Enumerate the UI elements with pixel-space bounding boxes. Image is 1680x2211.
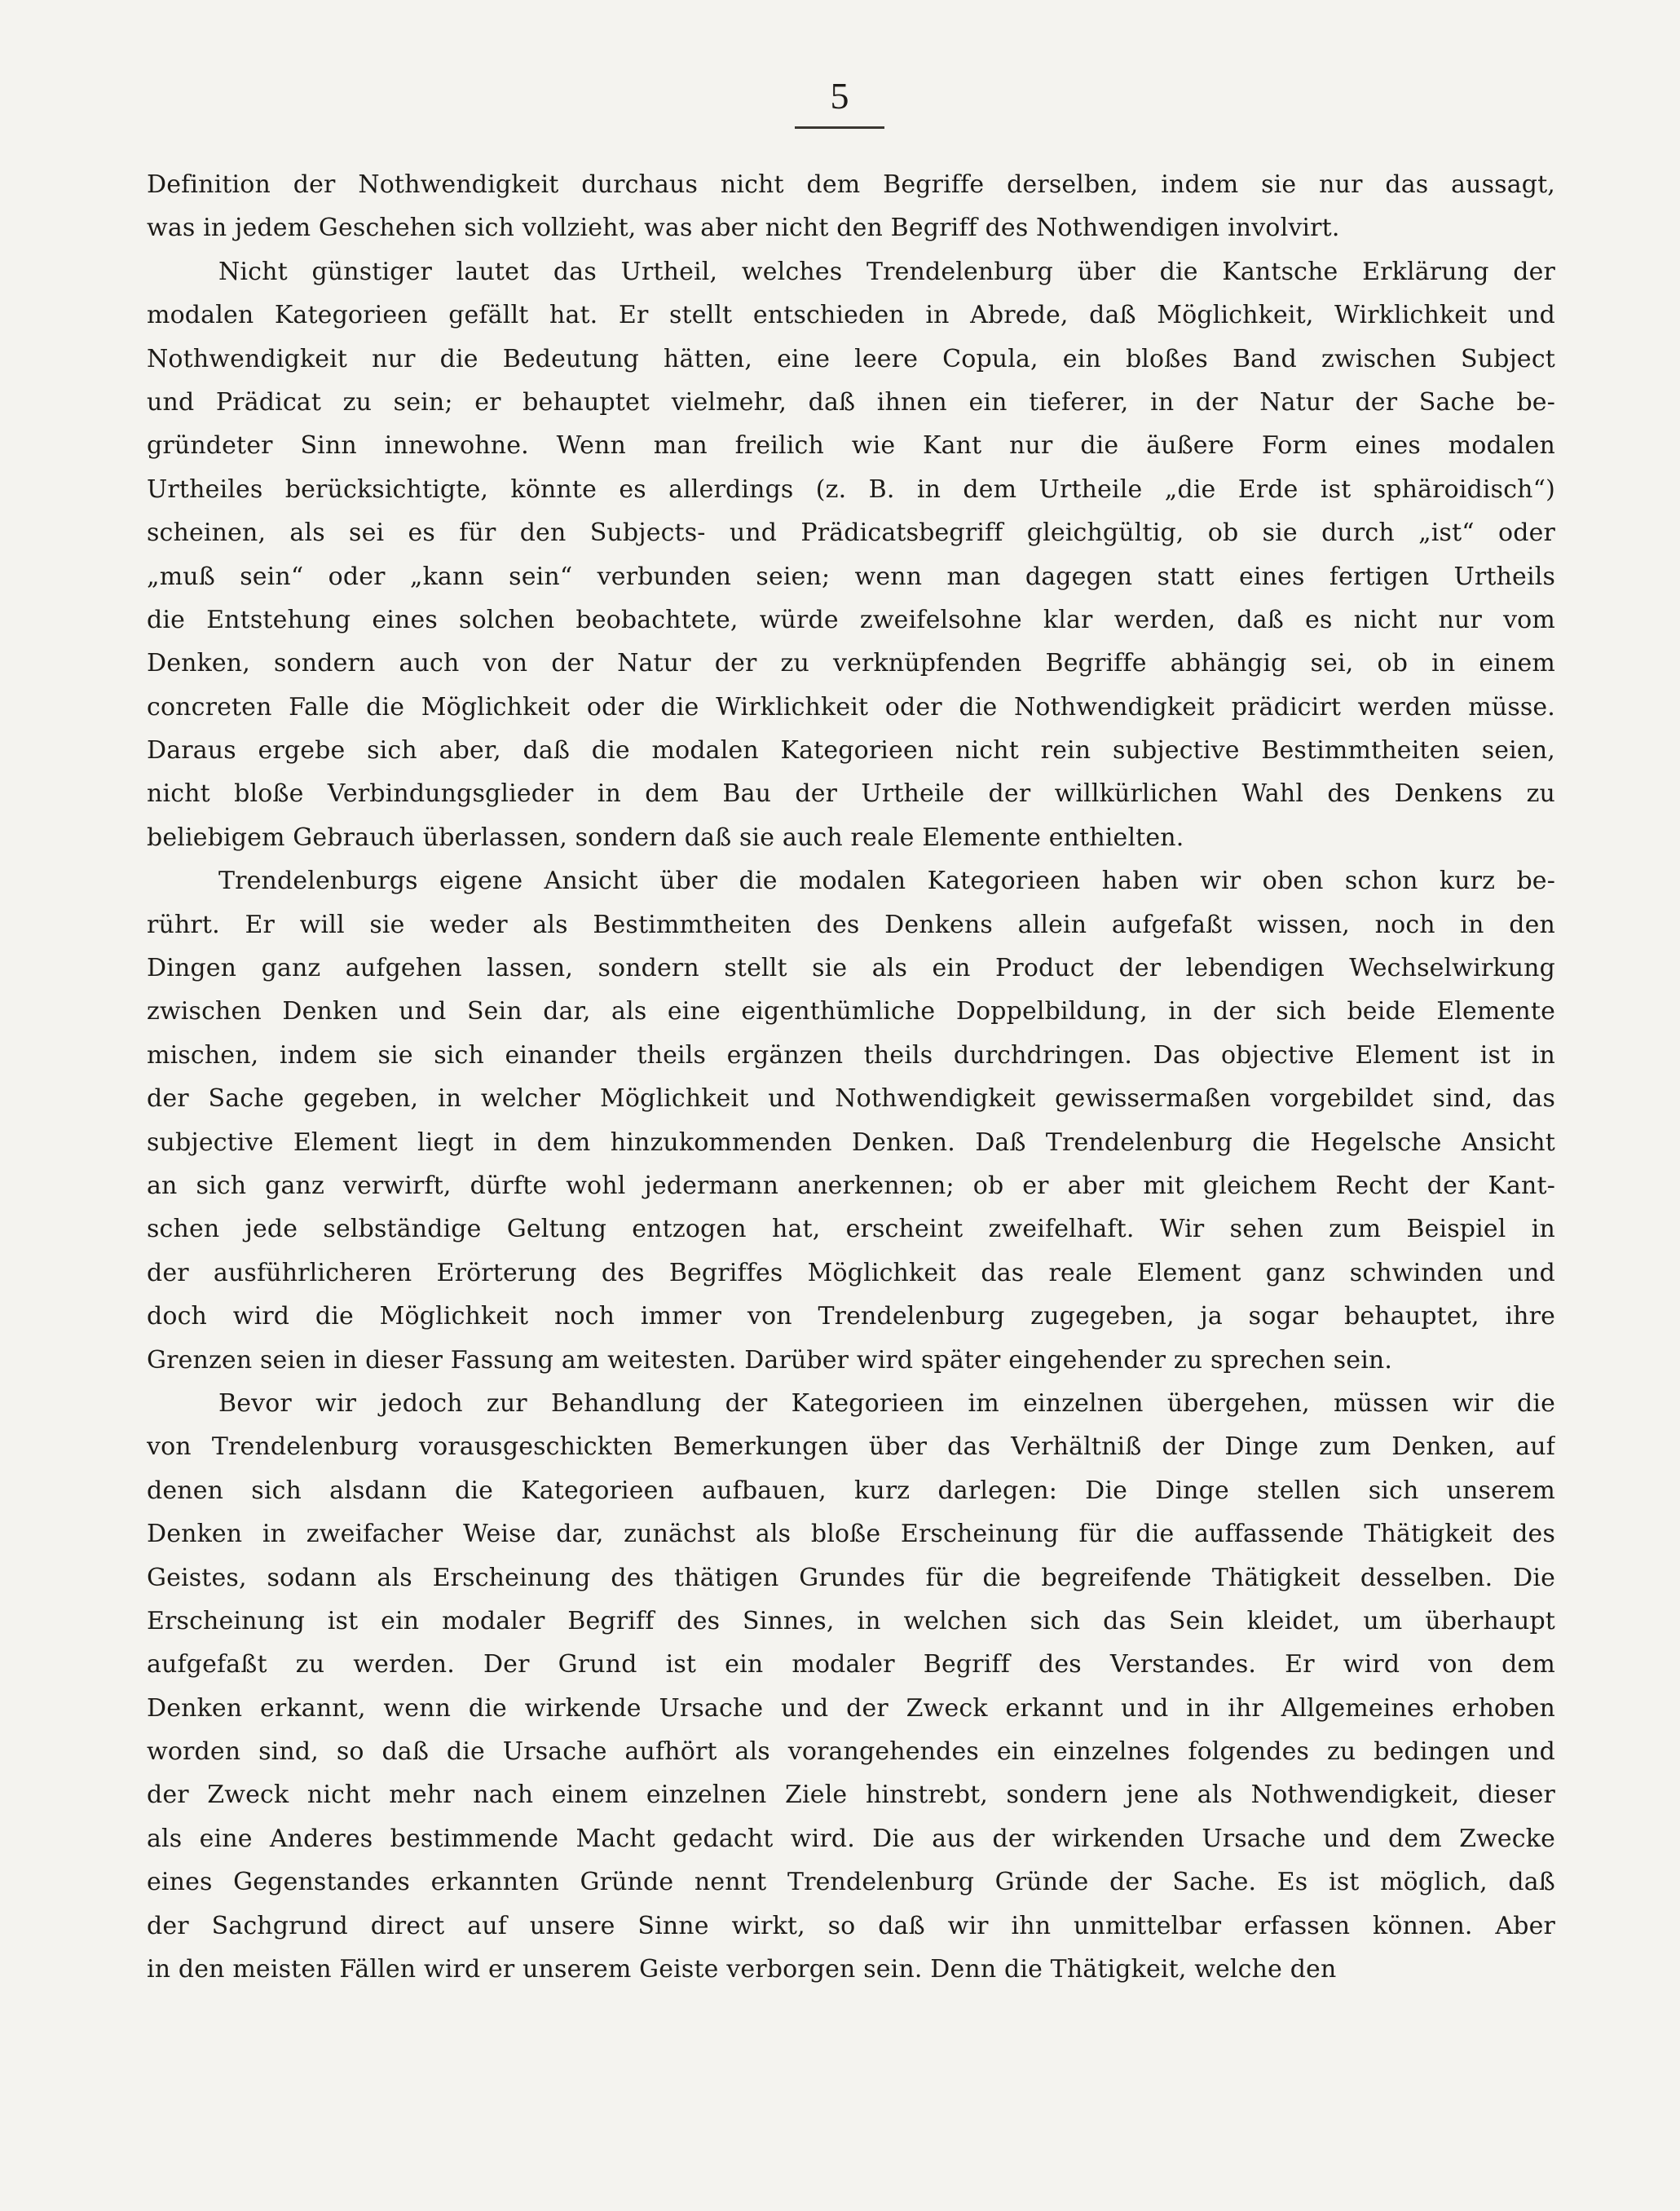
text-line: der ausführlicheren Erörterung des Begriffes Möglichkeit das reale Element ganz schwinden und bbox=[147, 1258, 1555, 1287]
text-line: an sich ganz verwirft, dürfte wohl jedermann anerkennen; ob er aber mit gleichem Recht der Kant- bbox=[147, 1171, 1555, 1200]
text-line: aufgefaßt zu werden. Der Grund ist ein modaler Begriff des Verstandes. Er wird von dem bbox=[147, 1650, 1555, 1679]
text-line: rührt. Er will sie weder als Bestimmtheiten des Denkens allein aufgefaßt wissen, noch in den bbox=[147, 910, 1555, 939]
body-text bbox=[147, 163, 1555, 1991]
paragraph bbox=[147, 163, 1555, 250]
text-line: Denken erkannt, wenn die wirkende Ursache und der Zweck erkannt und in ihr Allgemeines erhoben bbox=[147, 1693, 1555, 1723]
text-line: Dingen ganz aufgehen lassen, sondern stellt sie als ein Product der lebendigen Wechselwirkung bbox=[147, 954, 1555, 983]
text-line: der Sachgrund direct auf unsere Sinne wirkt, so daß wir ihn unmittelbar erfassen können. Aber bbox=[147, 1911, 1555, 1940]
text-line: zwischen Denken und Sein dar, als eine eigenthümliche Doppelbildung, in der sich beide Elemente bbox=[147, 997, 1555, 1026]
text-line: Erscheinung ist ein modaler Begriff des Sinnes, in welchen sich das Sein kleidet, um überhaupt bbox=[147, 1606, 1555, 1635]
text-line: als eine Anderes bestimmende Macht gedacht wird. Die aus der wirkenden Ursache und dem Zwecke bbox=[147, 1824, 1555, 1853]
text-line: denen sich alsdann die Kategorieen aufbauen, kurz darlegen: Die Dinge stellen sich unserem bbox=[147, 1476, 1555, 1505]
paragraph bbox=[147, 250, 1555, 859]
text-line: „muß sein“ oder „kann sein“ verbunden seien; wenn man dagegen statt eines fertigen Urtheils bbox=[147, 562, 1555, 591]
text-line: in den meisten Fällen wird er unserem Geiste verborgen sein. Denn die Thätigkeit, welche den bbox=[147, 1955, 1337, 1984]
text-line: gründeter Sinn innewohne. Wenn man freilich wie Kant nur die äußere Form eines modalen bbox=[147, 431, 1555, 461]
text-line: subjective Element liegt in dem hinzukommenden Denken. Daß Trendelenburg die Hegelsche Ansicht bbox=[147, 1128, 1555, 1157]
text-line: Denken, sondern auch von der Natur der zu verknüpfenden Begriffe abhängig sei, ob in einem bbox=[147, 649, 1555, 678]
text-line: Definition der Nothwendigkeit durchaus nicht dem Begriffe derselben, indem sie nur das aussagt, bbox=[147, 170, 1555, 199]
text-line: Nicht günstiger lautet das Urtheil, welches Trendelenburg über die Kantsche Erklärung der bbox=[218, 257, 1555, 286]
text-line: nicht bloße Verbindungsglieder in dem Bau der Urtheile der willkürlichen Wahl des Denkens zu bbox=[147, 779, 1555, 809]
text-line: Urtheiles berücksichtigte, könnte es allerdings (z. B. in dem Urtheile „die Erde ist sphäroidisch“) bbox=[147, 474, 1555, 504]
text-line: der Zweck nicht mehr nach einem einzelnen Ziele hinstrebt, sondern jene als Nothwendigkeit, dieser bbox=[147, 1781, 1555, 1810]
text-line: concreten Falle die Möglichkeit oder die Wirklichkeit oder die Nothwendigkeit prädicirt werden müsse. bbox=[147, 692, 1555, 722]
text-line: der Sache gegeben, in welcher Möglichkeit und Nothwendigkeit gewissermaßen vorgebildet sind, das bbox=[147, 1084, 1555, 1114]
text-line: Grenzen seien in dieser Fassung am weitesten. Darüber wird später eingehender zu sprechen sein. bbox=[147, 1345, 1393, 1375]
page-number: 5 bbox=[830, 75, 849, 117]
text-line: Trendelenburgs eigene Ansicht über die modalen Kategorieen haben wir oben schon kurz be- bbox=[218, 867, 1555, 896]
text-line: und Prädicat zu sein; er behauptet vielmehr, daß ihnen ein tieferer, in der Natur der Sache be- bbox=[147, 387, 1555, 417]
text-line: doch wird die Möglichkeit noch immer von Trendelenburg zugegeben, ja sogar behauptet, ihre bbox=[147, 1302, 1555, 1331]
text-line: Nothwendigkeit nur die Bedeutung hätten, eine leere Copula, ein bloßes Band zwischen Subject bbox=[147, 344, 1555, 373]
text-line: von Trendelenburg vorausgeschickten Bemerkungen über das Verhältniß der Dinge zum Denken, auf bbox=[147, 1432, 1555, 1462]
text-line: Geistes, sodann als Erscheinung des thätigen Grundes für die begreifende Thätigkeit desselben. Die bbox=[147, 1563, 1555, 1592]
text-line: Bevor wir jedoch zur Behandlung der Kategorieen im einzelnen übergehen, müssen wir die bbox=[218, 1388, 1555, 1418]
page-number-rule bbox=[795, 126, 884, 129]
text-line: was in jedem Geschehen sich vollzieht, was aber nicht den Begriff des Nothwendigen involvirt. bbox=[147, 214, 1340, 243]
text-line: Denken in zweifacher Weise dar, zunächst als bloße Erscheinung für die auffassende Thätigkeit des bbox=[147, 1520, 1555, 1549]
text-line: eines Gegenstandes erkannten Gründe nennt Trendelenburg Gründe der Sache. Es ist möglich, daß bbox=[147, 1868, 1555, 1897]
paragraph bbox=[147, 859, 1555, 1382]
text-line: beliebigem Gebrauch überlassen, sondern daß sie auch reale Elemente enthielten. bbox=[147, 823, 1184, 852]
text-line: scheinen, als sei es für den Subjects- und Prädicatsbegriff gleichgültig, ob sie durch „ist“ oder bbox=[147, 519, 1555, 548]
text-line: mischen, indem sie sich einander theils ergänzen theils durchdringen. Das objective Element ist in bbox=[147, 1040, 1555, 1070]
text-line: die Entstehung eines solchen beobachtete, würde zweifelsohne klar werden, daß es nicht nur vom bbox=[147, 605, 1555, 634]
paragraph bbox=[147, 1382, 1555, 1991]
text-line: modalen Kategorieen gefällt hat. Er stellt entschieden in Abrede, daß Möglichkeit, Wirklichkeit und bbox=[147, 301, 1555, 330]
text-line: Daraus ergebe sich aber, daß die modalen Kategorieen nicht rein subjective Bestimmtheiten seien, bbox=[147, 736, 1555, 766]
text-line: schen jede selbständige Geltung entzogen hat, erscheint zweifelhaft. Wir sehen zum Beispiel in bbox=[147, 1215, 1555, 1244]
text-line: worden sind, so daß die Ursache aufhört als vorangehendes ein einzelnes folgendes zu bedingen und bbox=[147, 1737, 1555, 1767]
